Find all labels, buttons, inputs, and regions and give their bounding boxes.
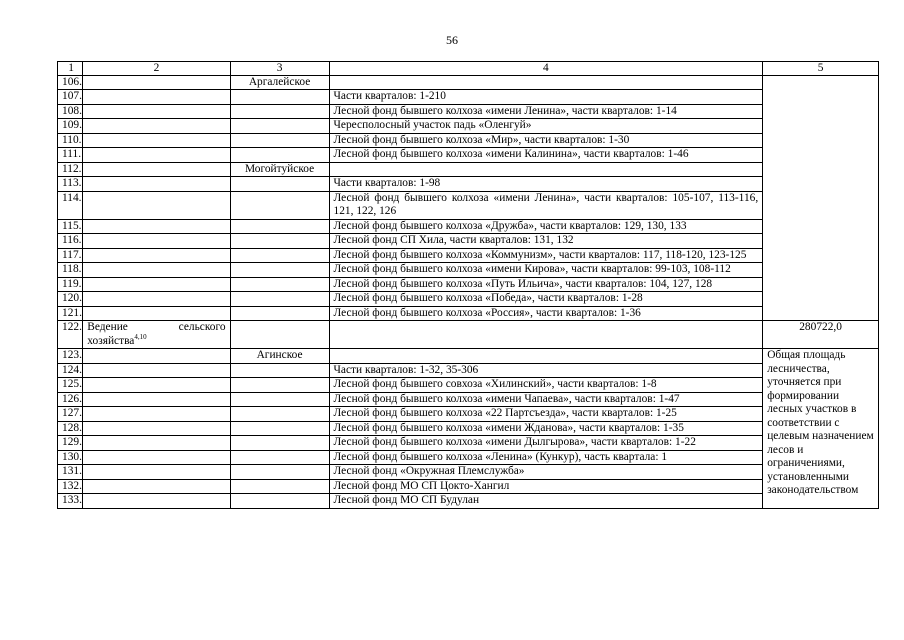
table-body <box>58 62 879 509</box>
district-cell <box>230 263 329 278</box>
row-number: 125. <box>58 378 83 393</box>
district-cell <box>230 321 329 349</box>
row-number: 122. <box>58 321 83 349</box>
table-header-row <box>58 62 879 76</box>
header-cell-3: 3 <box>230 62 329 76</box>
forest-fund-cell: Лесной фонд МО СП Будулан <box>329 494 763 509</box>
forest-fund-cell: Лесной фонд бывшего колхоза «Путь Ильича», части кварталов: 104, 127, 128 <box>329 277 763 292</box>
table-row <box>58 263 879 278</box>
forest-fund-cell: Лесной фонд бывшего колхоза «имени Калинина», части кварталов: 1-46 <box>329 148 763 163</box>
forest-fund-cell: Лесной фонд бывшего колхоза «имени Чапаева», части кварталов: 1-47 <box>329 392 763 407</box>
forest-fund-cell <box>329 162 763 177</box>
activity-cell <box>83 349 230 364</box>
activity-cell <box>83 378 230 393</box>
activity-cell <box>83 234 230 249</box>
table-row <box>58 277 879 292</box>
row-number: 119. <box>58 277 83 292</box>
activity-cell <box>83 421 230 436</box>
header-cell-5: 5 <box>763 62 879 76</box>
district-cell <box>230 378 329 393</box>
table-row <box>58 378 879 393</box>
forest-fund-cell: Лесной фонд бывшего колхоза «имени Жданова», части кварталов: 1-35 <box>329 421 763 436</box>
district-cell <box>230 363 329 378</box>
row-number: 115. <box>58 219 83 234</box>
activity-cell <box>83 407 230 422</box>
row-number: 133. <box>58 494 83 509</box>
page-number: 56 <box>446 33 458 47</box>
row-number: 124. <box>58 363 83 378</box>
total-area-cell: 280722,0 <box>763 321 879 349</box>
forest-fund-cell <box>329 349 763 364</box>
district-cell <box>230 465 329 480</box>
forest-fund-cell: Лесной фонд бывшего колхоза «имени Кирова», части кварталов: 99-103, 108-112 <box>329 263 763 278</box>
table-row <box>58 349 879 364</box>
district-cell <box>230 450 329 465</box>
row-number: 117. <box>58 248 83 263</box>
forest-fund-cell: Лесной фонд бывшего колхоза «Дружба», части кварталов: 129, 130, 133 <box>329 219 763 234</box>
row-number: 109. <box>58 119 83 134</box>
forest-fund-cell: Лесной фонд «Окружная Племслужба» <box>329 465 763 480</box>
district-cell <box>230 219 329 234</box>
table-row <box>58 248 879 263</box>
row-number: 131. <box>58 465 83 480</box>
district-cell <box>230 104 329 119</box>
forest-fund-cell: Части кварталов: 1-32, 35-306 <box>329 363 763 378</box>
district-cell <box>230 292 329 307</box>
row-number: 111. <box>58 148 83 163</box>
header-cell-1: 1 <box>58 62 83 76</box>
forest-fund-cell: Лесной фонд СП Хила, части кварталов: 131, 132 <box>329 234 763 249</box>
activity-cell <box>83 363 230 378</box>
table-row <box>58 191 879 219</box>
table-row <box>58 234 879 249</box>
forest-fund-cell: Лесной фонд бывшего колхоза «Коммунизм», части кварталов: 117, 118-120, 123-125 <box>329 248 763 263</box>
forest-fund-cell: Лесной фонд бывшего колхоза «22 Партсъезда», части кварталов: 1-25 <box>329 407 763 422</box>
activity-cell <box>83 450 230 465</box>
district-cell <box>230 248 329 263</box>
table-row-section <box>58 321 879 349</box>
row-number: 113. <box>58 177 83 192</box>
table-row <box>58 119 879 134</box>
district-cell <box>230 392 329 407</box>
activity-label: Ведение сельского хозяйства <box>87 321 226 347</box>
merged-empty-cell <box>763 75 879 321</box>
activity-cell <box>83 248 230 263</box>
area-note-cell: Общая площадь лесничества, уточняется при формировании лесных участков в соответствии с целевым назначением лесов и ограничениями, установленными законодательством <box>763 349 879 509</box>
district-cell <box>230 90 329 105</box>
table-row <box>58 407 879 422</box>
table-row <box>58 363 879 378</box>
forest-fund-cell: Лесной фонд бывшего колхоза «Ленина» (Кункур), часть квартала: 1 <box>329 450 763 465</box>
table-row <box>58 90 879 105</box>
district-cell <box>230 177 329 192</box>
district-cell <box>230 148 329 163</box>
header-cell-2: 2 <box>83 62 230 76</box>
forest-fund-cell: Части кварталов: 1-210 <box>329 90 763 105</box>
activity-cell <box>83 162 230 177</box>
activity-cell <box>83 292 230 307</box>
table-row <box>58 465 879 480</box>
footnote-marker: 4,10 <box>134 332 147 341</box>
row-number: 130. <box>58 450 83 465</box>
activity-cell <box>83 436 230 451</box>
forest-fund-cell <box>329 75 763 90</box>
district-cell <box>230 494 329 509</box>
row-number: 106. <box>58 75 83 90</box>
table-row <box>58 436 879 451</box>
row-number: 116. <box>58 234 83 249</box>
district-cell <box>230 436 329 451</box>
activity-cell <box>83 306 230 321</box>
table-row <box>58 219 879 234</box>
activity-cell <box>83 277 230 292</box>
district-cell <box>230 133 329 148</box>
table-row <box>58 494 879 509</box>
activity-cell <box>83 119 230 134</box>
district-cell: Могойтуйское <box>230 162 329 177</box>
row-number: 127. <box>58 407 83 422</box>
activity-cell <box>83 321 230 349</box>
activity-cell <box>83 494 230 509</box>
forest-fund-cell: Лесной фонд бывшего колхоза «имени Дылгырова», части кварталов: 1-22 <box>329 436 763 451</box>
district-cell <box>230 119 329 134</box>
forest-areas-table <box>57 61 879 509</box>
table-row <box>58 177 879 192</box>
district-cell <box>230 421 329 436</box>
row-number: 126. <box>58 392 83 407</box>
district-cell: Аргалейское <box>230 75 329 90</box>
row-number: 129. <box>58 436 83 451</box>
activity-cell <box>83 191 230 219</box>
table-row <box>58 162 879 177</box>
forest-fund-cell: Части кварталов: 1-98 <box>329 177 763 192</box>
forest-fund-cell: Лесной фонд бывшего колхоза «Россия», части кварталов: 1-36 <box>329 306 763 321</box>
row-number: 118. <box>58 263 83 278</box>
activity-cell <box>83 75 230 90</box>
district-cell <box>230 306 329 321</box>
row-number: 108. <box>58 104 83 119</box>
row-number: 114. <box>58 191 83 219</box>
forest-fund-cell <box>329 321 763 349</box>
activity-cell <box>83 104 230 119</box>
table-row <box>58 75 879 90</box>
forest-fund-cell: Лесной фонд бывшего совхоза «Хилинский», части кварталов: 1-8 <box>329 378 763 393</box>
district-cell: Агинское <box>230 349 329 364</box>
forest-fund-cell: Чересполосный участок падь «Оленгуй» <box>329 119 763 134</box>
forest-fund-cell: Лесной фонд бывшего колхоза «имени Ленина», части кварталов: 105-107, 113-116, 121, 122, 126 <box>329 191 763 219</box>
row-number: 132. <box>58 479 83 494</box>
table-row <box>58 392 879 407</box>
activity-cell <box>83 177 230 192</box>
district-cell <box>230 191 329 219</box>
forest-fund-cell: Лесной фонд МО СП Цокто-Хангил <box>329 479 763 494</box>
row-number: 112. <box>58 162 83 177</box>
forest-fund-cell: Лесной фонд бывшего колхоза «Мир», части кварталов: 1-30 <box>329 133 763 148</box>
district-cell <box>230 277 329 292</box>
row-number: 107. <box>58 90 83 105</box>
district-cell <box>230 479 329 494</box>
table-row <box>58 148 879 163</box>
row-number: 110. <box>58 133 83 148</box>
forest-fund-cell: Лесной фонд бывшего колхоза «имени Ленина», части кварталов: 1-14 <box>329 104 763 119</box>
row-number: 128. <box>58 421 83 436</box>
activity-cell <box>83 392 230 407</box>
table-row <box>58 306 879 321</box>
activity-cell <box>83 465 230 480</box>
table-row <box>58 292 879 307</box>
district-cell <box>230 234 329 249</box>
district-cell <box>230 407 329 422</box>
row-number: 120. <box>58 292 83 307</box>
activity-cell <box>83 133 230 148</box>
activity-cell <box>83 90 230 105</box>
activity-cell <box>83 263 230 278</box>
row-number: 121. <box>58 306 83 321</box>
table-row <box>58 450 879 465</box>
table-row <box>58 421 879 436</box>
header-cell-4: 4 <box>329 62 763 76</box>
forest-fund-cell: Лесной фонд бывшего колхоза «Победа», части кварталов: 1-28 <box>329 292 763 307</box>
activity-cell <box>83 148 230 163</box>
row-number: 123. <box>58 349 83 364</box>
table-row <box>58 133 879 148</box>
activity-cell <box>83 479 230 494</box>
table-row <box>58 104 879 119</box>
table-row <box>58 479 879 494</box>
activity-cell <box>83 219 230 234</box>
